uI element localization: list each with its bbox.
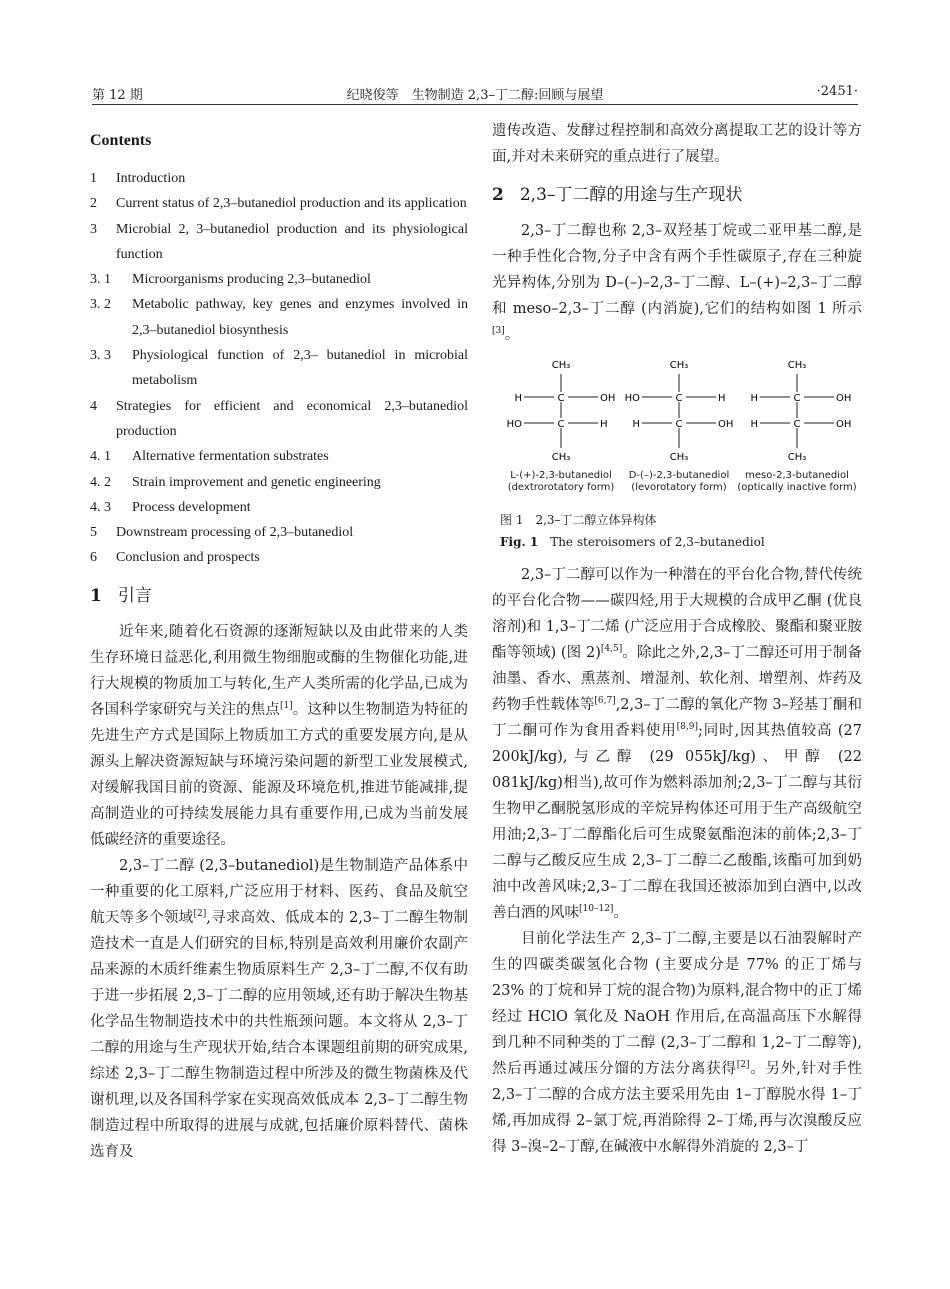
toc-item-number: 1 — [90, 171, 97, 186]
carbon-atom: C — [675, 393, 683, 404]
citation[interactable]: [1] — [279, 700, 293, 711]
citation[interactable]: [8,9] — [676, 722, 699, 733]
carbon-atom: C — [557, 393, 565, 404]
methyl-group-top: CH₃ — [787, 360, 807, 371]
contents-heading: Contents — [90, 132, 152, 149]
citation[interactable]: [3] — [492, 326, 505, 337]
figure-1-caption-en: Fig. 1 The steroisomers of 2,3–butanediol — [500, 535, 765, 549]
toc-item-number: 4. 1 — [90, 449, 111, 465]
carbon-atom: C — [793, 419, 801, 430]
toc-item-text: Introduction — [116, 171, 186, 186]
substituent-right: H — [600, 419, 608, 430]
intro-paragraph-2: 2,3–丁二醇 (2,3–butanediol)是生物制造产品体系中一种重要的化工原料,广泛应用于材料、医药、食品及航空航天等多个领域[2],寻求高效、低成本的 2,3–丁二醇生物制造技术一直是人们研究的目标,特别是高效利用廉价农副产品来源的木质纤维素生物质原料生产 2,3–丁二醇,不仅有助于进一步拓展 2,3–丁二醇的应用领域,还有助于解决生物基化学品生物制造技术中的共性瓶颈问题。本文将从 2,3–丁二醇的用途与生产现状开始,结合本课题组前期的研究成果,综述 2,3–丁二醇生物制造过程中所涉及的微生物菌株及代谢机理,以及各国科学家在实现高效低成本 2,3–丁二醇生物制造过程中所取得的进展与成就,包括廉价原料替代、菌株选育及 — [90, 857, 469, 1160]
fischer-projection — [502, 356, 620, 468]
isomer-name: L-(+)-2,3-butanediol (dextrorotatory form) — [507, 470, 615, 493]
substituent-right: OH — [836, 419, 852, 430]
methyl-group-bottom: CH₃ — [787, 452, 807, 463]
toc-item-number: 3. 1 — [90, 272, 111, 288]
substituent-right: OH — [718, 419, 734, 430]
toc-item-text: Physiological function of 2,3– butanediol in microbial metabolism — [132, 348, 468, 389]
toc-item[interactable] — [90, 520, 468, 545]
toc-item[interactable] — [90, 470, 468, 495]
figure-1-stereoisomers — [492, 356, 862, 506]
toc-item-number: 3 — [90, 221, 97, 237]
carbon-atom: C — [557, 419, 565, 430]
toc-item[interactable] — [90, 343, 468, 394]
methyl-group-bottom: CH₃ — [551, 452, 571, 463]
toc-item[interactable] — [90, 292, 468, 343]
substituent-left: HO — [624, 393, 640, 404]
substituent-left: H — [514, 393, 522, 404]
toc-item-number: 4 — [90, 398, 97, 414]
substituent-left: H — [750, 419, 758, 430]
section-2-paragraph-3: 目前化学法生产 2,3–丁二醇,主要是以石油裂解时产生的四碳类碳氢化合物 (主要成分是 77% 的正丁烯与 23% 的丁烷和异丁烷的混合物)为原料,混合物中的正丁烯经过 HClO 氧化及 NaOH 作用后,在高温高压下水解得到几种不同种类的丁二醇 (2,3–丁二醇和 1,2–丁二醇等),然后再通过减压分馏的方法分离获得[2]。另外,针对手性 2,3–丁二醇的合成方法主要采用先由 1–丁醇脱水得 1–丁烯,再加成得 2–氯丁烷,再消除得 2–丁烯,再与次溴酸反应得 3–溴–2–丁醇,在碱液中水解得外消旋的 2,3–丁 — [492, 931, 863, 1155]
substituent-left: H — [632, 419, 640, 430]
methyl-group-top: CH₃ — [669, 360, 689, 371]
toc-item[interactable] — [90, 545, 468, 570]
section-2-title: 2,3–丁二醇的用途与生产现状 — [519, 185, 743, 205]
toc-item-text: Downstream processing of 2,3–butanediol — [116, 525, 354, 541]
toc-item-number: 4. 3 — [90, 499, 111, 515]
figure-1-caption-cn: 图 1 2,3–丁二醇立体异构体 — [500, 513, 657, 527]
issue-label: 第 12 期 — [92, 88, 143, 103]
toc-item-text: Process development — [132, 499, 251, 515]
substituent-right: H — [718, 393, 726, 404]
toc-item-number: 6 — [90, 550, 97, 566]
toc-item-text: Alternative fermentation substrates — [132, 449, 329, 465]
substituent-left: HO — [506, 419, 522, 430]
toc-item-number: 3. 3 — [90, 348, 111, 364]
molecule-meso-butanediol — [738, 356, 856, 506]
isomer-name: D-(–)-2,3-butanediol (levorotatory form) — [628, 470, 730, 493]
intro-paragraph-2-continued: 遗传改造、发酵过程控制和高效分离提取工艺的设计等方面,并对未来研究的重点进行了展望。 — [492, 123, 862, 165]
intro-paragraph-1: 近年来,随着化石资源的逐渐短缺以及由此带来的人类生存环境日益恶化,利用微生物细胞或酶的生物催化功能,进行大规模的物质加工与转化,生产人类所需的化学品,已成为各国科学家研究与关注的焦点[1]。这种以生物制造为特征的先进生产方式是国际上物质加工方式的重要发展方向,是从源头上解决资源短缺与环境污染问题的新型工业发展模式,对缓解我国目前的资源、能源及环境危机,推进节能减排,提高制造业的可持续发展能力具有重要作用,已成为当前发展低碳经济的重要途径。 — [90, 623, 469, 848]
section-2-heading — [492, 182, 862, 208]
section-1-number: 1 — [90, 585, 102, 606]
left-column — [90, 118, 468, 1165]
toc-item[interactable] — [90, 444, 468, 469]
toc-item[interactable] — [90, 267, 468, 292]
toc-item-text: Conclusion and prospects — [116, 550, 260, 566]
toc-item-text: Strategies for efficient and economical 2,3–butanediol production — [116, 398, 468, 439]
fischer-projection — [738, 356, 856, 468]
table-of-contents — [90, 166, 468, 571]
section-2-paragraph-1: 2,3–丁二醇也称 2,3–双羟基丁烷或二亚甲基二醇,是一种手性化合物,分子中含有两个手性碳原子,存在三种旋光异构体,分别为 D–(–)–2,3–丁二醇、L–(+)–2,3–丁二醇和 meso–2,3–丁二醇 (内消旋),它们的结构如图 1 所示[3]。 — [492, 223, 862, 343]
toc-item[interactable] — [90, 191, 468, 216]
methyl-group-top: CH₃ — [551, 360, 571, 371]
toc-item-number: 4. 2 — [90, 474, 111, 490]
toc-item-text: Metabolic pathway, key genes and enzymes involved in 2,3–butanediol biosynthesis — [132, 297, 468, 338]
right-column — [492, 118, 862, 1160]
substituent-left: H — [750, 393, 758, 404]
methyl-group-bottom: CH₃ — [669, 452, 689, 463]
carbon-atom: C — [793, 393, 801, 404]
section-1-heading — [90, 583, 468, 609]
running-header — [92, 82, 858, 105]
citation[interactable]: [6,7] — [594, 696, 616, 707]
fischer-projection — [620, 356, 738, 468]
citation[interactable]: [2] — [193, 908, 207, 919]
toc-item[interactable] — [90, 495, 468, 520]
molecule-l-butanediol — [502, 356, 620, 506]
section-1-title: 引言 — [117, 585, 152, 606]
toc-item-text: Strain improvement and genetic engineering — [132, 474, 381, 490]
substituent-right: OH — [600, 393, 616, 404]
toc-item[interactable] — [90, 166, 468, 191]
isomer-name: meso-2,3-butanediol (optically inactive form) — [737, 470, 857, 493]
page-number: ·2451· — [816, 84, 858, 99]
toc-item[interactable] — [90, 394, 468, 445]
substituent-right: OH — [836, 393, 852, 404]
toc-item[interactable] — [90, 217, 468, 268]
citation[interactable]: [10–12] — [579, 904, 614, 915]
carbon-atom: C — [675, 419, 683, 430]
molecule-d-butanediol — [620, 356, 738, 506]
citation[interactable]: [2] — [736, 1060, 750, 1071]
running-title: 纪晓俊等 生物制造 2,3–丁二醇:回顾与展望 — [346, 88, 604, 103]
toc-item-number: 5 — [90, 525, 97, 541]
toc-item-text: Microbial 2, 3–butanediol production and its physiological function — [116, 221, 468, 262]
toc-item-text: Current status of 2,3–butanediol production and its application — [116, 196, 467, 212]
toc-item-text: Microorganisms producing 2,3–butanediol — [132, 272, 371, 288]
section-2-paragraph-2: 2,3–丁二醇可以作为一种潜在的平台化合物,替代传统的平台化合物——碳四烃,用于大规模的合成甲乙酮 (优良溶剂)和 1,3–丁二烯 (广泛应用于合成橡胶、聚酯和聚亚胺酯等领域) (图 2)[4,5]。除此之外,2,3–丁二醇还可用于制备油墨、香水、熏蒸剂、增湿剂、软化剂、增塑剂、炸药及药物手性载体等[6,7],2,3–丁二醇的氧化产物 3–羟基丁酮和丁二酮可作为食用香料使用[8,9];同时,因其热值较高 (27 200kJ/kg),与乙醇 (29 055kJ/kg)、甲醇 (22 081kJ/kg)相当),故可作为燃料添加剂;2,3–丁二醇与其衍生物甲乙酮脱氢形成的辛烷异构体还可用于生产高级航空用油;2,3–丁二醇酯化后可生成聚氨酯泡沫的前体;2,3–丁二醇与乙酸反应生成 2,3–丁二醇二乙酸酯,该酯可加到奶油中改善风味;2,3–丁二醇在我国还被添加到白酒中,以改善白酒的风味[10–12]。 — [492, 567, 863, 921]
toc-item-number: 2 — [90, 196, 97, 212]
citation[interactable]: [4,5] — [600, 644, 623, 655]
section-2-number: 2 — [492, 185, 504, 205]
toc-item-number: 3. 2 — [90, 297, 111, 313]
